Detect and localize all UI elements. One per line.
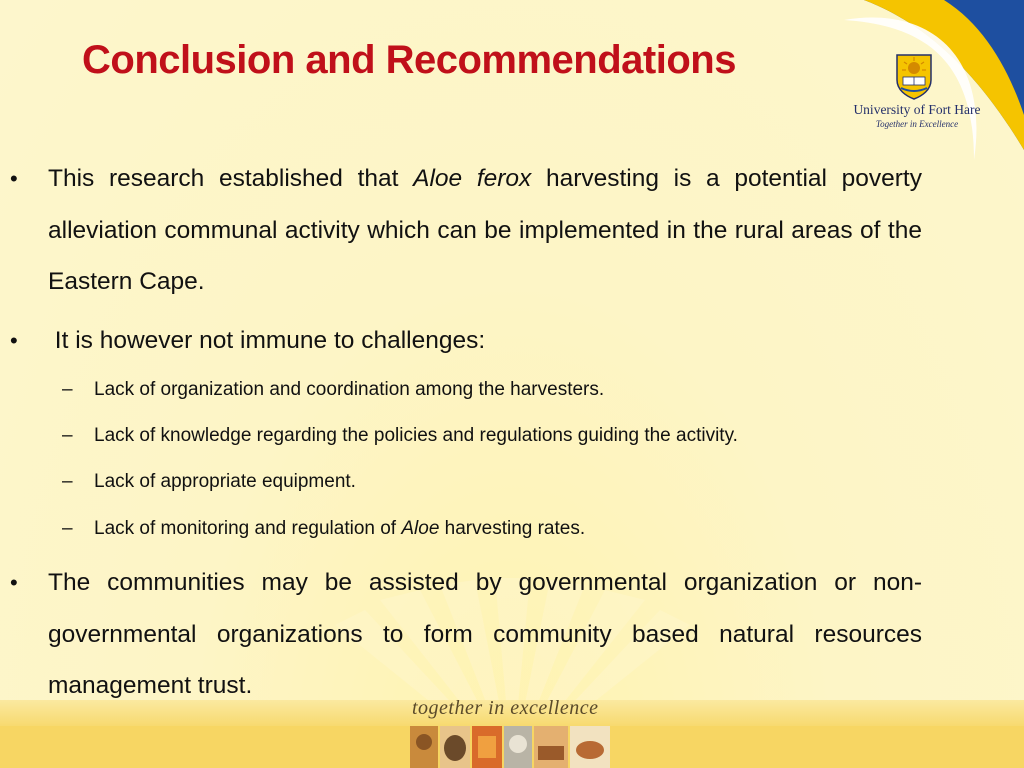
- species-name: Aloe: [401, 518, 440, 539]
- sub-item-text: harvesting rates.: [439, 518, 586, 539]
- slide-title: Conclusion and Recommendations: [82, 38, 736, 82]
- footer-tagline: together in excellence: [412, 697, 599, 719]
- dash-symbol: –: [62, 518, 73, 539]
- sub-item-text: Lack of appropriate equipment.: [94, 471, 356, 492]
- bullet-text: [48, 153, 922, 308]
- bullet-text: The communities may be assisted by governmental organization or non-governmental organizations to form community based natural resources management trust.: [48, 569, 922, 699]
- species-name: Aloe ferox: [413, 165, 532, 192]
- sub-item-text: Lack of knowledge regarding the policies and regulations guiding the activity.: [94, 425, 738, 446]
- university-name: University of Fort Hare: [853, 102, 981, 117]
- dash-symbol: –: [62, 425, 73, 446]
- sub-item-text: Lack of organization and coordination among the harvesters.: [94, 379, 605, 400]
- sub-item: [62, 517, 922, 541]
- sub-item: [62, 424, 922, 448]
- sub-item: [62, 470, 922, 494]
- bullet-symbol: •: [10, 570, 18, 595]
- university-motto: Together in Excellence: [875, 119, 959, 129]
- footer-photo-strip: [410, 726, 610, 768]
- dash-symbol: –: [62, 379, 73, 400]
- bullet-text-part: This research established that: [48, 165, 414, 192]
- bullet-text-part: harvesting is a potential poverty alleviation communal activity which can be implemented in the rural areas of the Eastern Cape.: [48, 165, 922, 295]
- sub-item-text: Lack of monitoring and regulation of: [94, 518, 402, 539]
- bullet-symbol: •: [10, 328, 18, 353]
- bullet-symbol: •: [10, 166, 18, 191]
- bullet-text: It is however not immune to challenges:: [48, 327, 486, 354]
- sub-item: [62, 378, 922, 402]
- dash-symbol: –: [62, 471, 73, 492]
